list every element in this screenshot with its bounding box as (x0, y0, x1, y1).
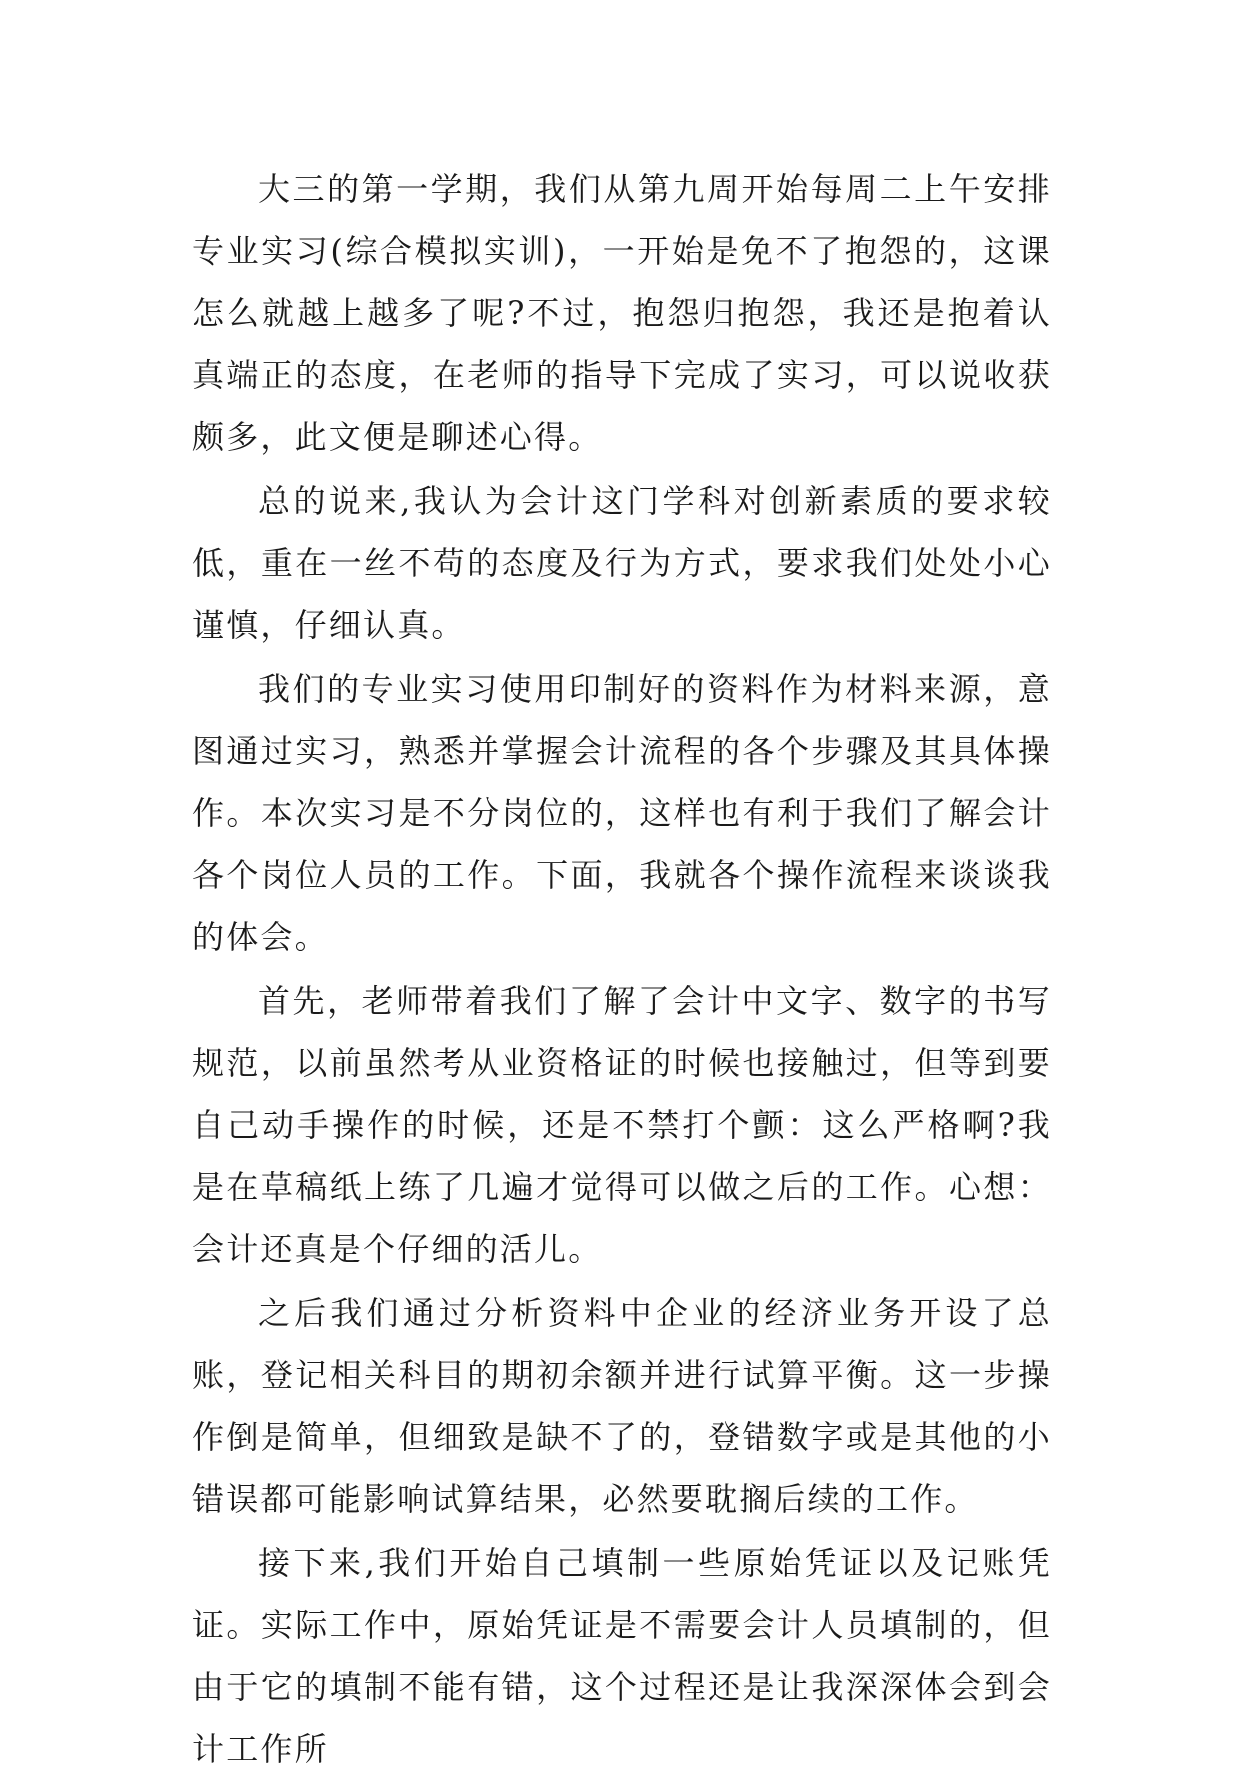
paragraph-1: 大三的第一学期，我们从第九周开始每周二上午安排专业实习(综合模拟实训)，一开始是免不了抱怨的，这课怎么就越上越多了呢?不过，抱怨归抱怨，我还是抱着认真端正的态度，在老师的指导下完成了实习，可以说收获颇多，此文便是聊述心得。 (192, 170, 1052, 456)
document-body (192, 158, 1052, 1782)
paragraph-5: 之后我们通过分析资料中企业的经济业务开设了总账，登记相关科目的期初余额并进行试算平衡。这一步操作倒是简单，但细致是缺不了的，登错数字或是其他的小错误都可能影响试算结果，必然要耽搁后续的工作。 (192, 1294, 1052, 1518)
paragraph-3: 我们的专业实习使用印制好的资料作为材料来源，意图通过实习，熟悉并掌握会计流程的各个步骤及其具体操作。本次实习是不分岗位的，这样也有利于我们了解会计各个岗位人员的工作。下面，我就各个操作流程来谈谈我的体会。 (192, 670, 1052, 956)
paragraph-4: 首先，老师带着我们了解了会计中文字、数字的书写规范，以前虽然考从业资格证的时候也接触过，但等到要自己动手操作的时候，还是不禁打个颤：这么严格啊?我是在草稿纸上练了几遍才觉得可以做之后的工作。心想：会计还真是个仔细的活儿。 (192, 982, 1052, 1268)
paragraph-6: 接下来,我们开始自己填制一些原始凭证以及记账凭证。实际工作中，原始凭证是不需要会计人员填制的，但由于它的填制不能有错，这个过程还是让我深深体会到会计工作所 (192, 1544, 1052, 1768)
paragraph-2: 总的说来,我认为会计这门学科对创新素质的要求较低，重在一丝不苟的态度及行为方式，要求我们处处小心谨慎，仔细认真。 (192, 482, 1052, 644)
